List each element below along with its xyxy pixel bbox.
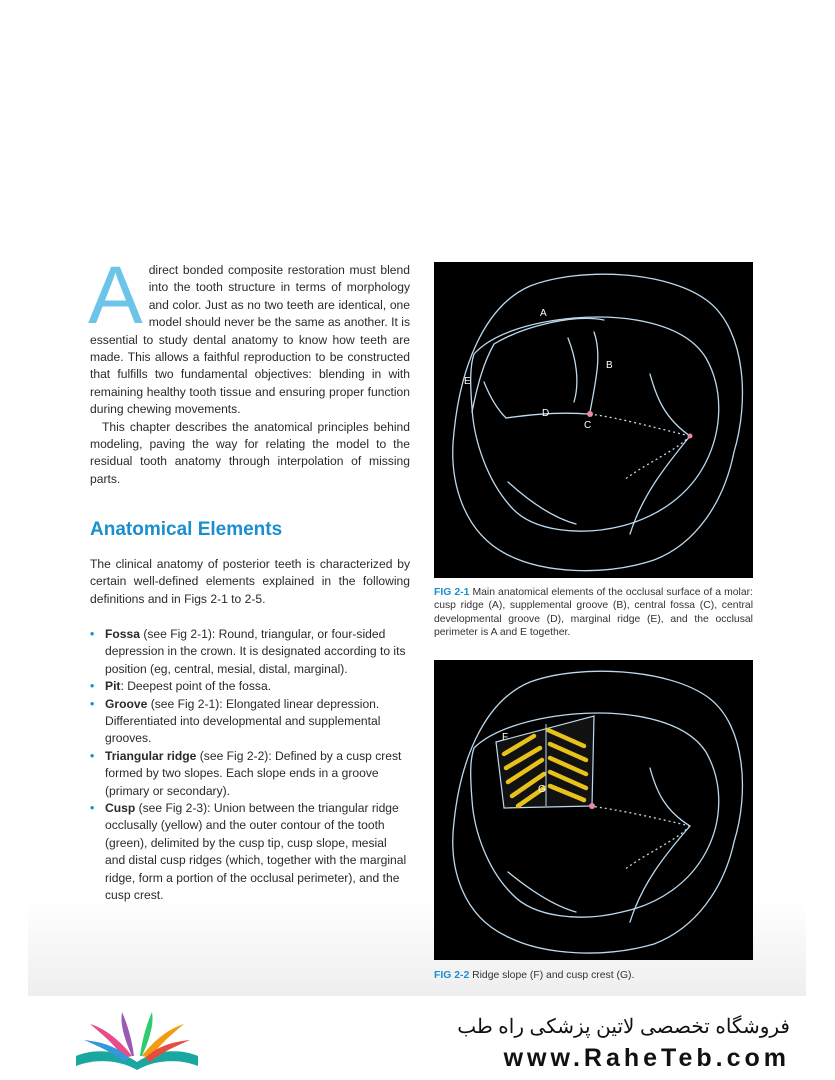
- label-b: B: [606, 360, 613, 371]
- definition-text: : Deepest point of the fossa.: [120, 679, 272, 694]
- bullet-icon: •: [90, 627, 95, 641]
- definition-item-fossa: [90, 626, 410, 678]
- definition-text: (see Fig 2-1): Round, triangular, or four-sided depression in the crown. It is designated according to its position (eg, central, mesial, distal, marginal).: [105, 627, 406, 676]
- supplemental-groove-b: [590, 332, 598, 412]
- ridge-slope-diagram: [434, 660, 753, 960]
- groove-lower: [630, 436, 690, 534]
- groove-right: [650, 374, 690, 436]
- definition-item-cusp: [90, 800, 410, 904]
- bullet-icon: •: [90, 696, 95, 711]
- definition-term: Triangular ridge: [105, 748, 197, 763]
- figure-2-2-caption: [434, 969, 753, 982]
- definition-text: (see Fig 2-2): Defined by a cusp crest formed by two slopes. Each slope ends in a groove (primary or secondary).: [105, 748, 402, 798]
- intro-paragraph-2: This chapter describes the anatomical principles behind modeling, paving the way for relating the model to the residual tooth anatomy through interpolation of missing parts.: [90, 419, 410, 486]
- definition-item-groove: [90, 696, 410, 748]
- dotted-groove-2: [624, 826, 690, 870]
- inner-perimeter: [471, 317, 719, 531]
- figure-2-1-caption: [434, 586, 753, 639]
- definition-item-pit: [90, 678, 410, 695]
- caption-number: FIG 2-1: [434, 587, 470, 598]
- label-c: C: [584, 420, 592, 431]
- definition-list: [90, 626, 410, 905]
- central-pit: [589, 803, 595, 809]
- bullet-icon: •: [90, 801, 95, 816]
- label-f: F: [502, 732, 509, 743]
- dotted-groove: [590, 414, 690, 436]
- open-book-logo: [72, 1006, 202, 1074]
- bullet-icon: •: [90, 748, 95, 763]
- definition-term: Fossa: [105, 627, 140, 641]
- figure-2-2-ridge-slope-diagram: [434, 660, 753, 960]
- caption-text: Main anatomical elements of the occlusal surface of a molar: cusp ridge (A), supplemental groove (B), central fossa (C), central developmental groove (D), marginal ridge (E), and the occlusal perimeter is A and E together.: [434, 587, 753, 638]
- section-heading: Anatomical Elements: [90, 519, 283, 540]
- central-pit: [587, 411, 593, 417]
- intro-text: [88, 250, 410, 488]
- dotted-groove-2: [624, 436, 690, 480]
- caption-text: Ridge slope (F) and cusp crest (G).: [472, 970, 635, 981]
- figure-2-1-molar-occlusal-diagram: [434, 262, 753, 578]
- groove-branch: [568, 338, 577, 402]
- shop-name: فروشگاه تخصصی لاتین پزشکی راه طب: [457, 1016, 790, 1038]
- section-lead: The clinical anatomy of posterior teeth is characterized by certain well-defined elements explained in the following definitions and in Figs 2-1 to 2-5.: [90, 557, 410, 606]
- label-g: G: [538, 784, 546, 795]
- book-rainbow-icon: [72, 1006, 202, 1074]
- molar-outline-diagram: [434, 262, 753, 578]
- groove-lower-left: [508, 872, 576, 912]
- marginal-ridge-e: [472, 344, 494, 412]
- groove-lower-left: [508, 482, 576, 524]
- definition-term: Cusp: [105, 801, 136, 816]
- groove-left: [484, 382, 506, 418]
- shop-url[interactable]: www.RaheTeb.com: [503, 1044, 790, 1072]
- label-e: E: [464, 376, 471, 387]
- definition-item-triangular-ridge: [90, 748, 410, 800]
- label-a: A: [540, 308, 547, 319]
- distal-pit: [688, 434, 693, 439]
- dotted-groove: [590, 806, 690, 826]
- definition-text: (see Fig 2-3): Union between the triangular ridge occlusally (yellow) and the outer contour of the tooth (green), delimited by the cusp tip, cusp slope, mesial and distal cusp ridges (which, together with the marginal ridge, form a portion of the occlusal perimeter), and the cusp crest.: [105, 801, 407, 903]
- label-d: D: [542, 408, 550, 419]
- drop-cap: A: [88, 250, 143, 341]
- groove-right: [650, 768, 690, 826]
- definition-term: Groove: [105, 696, 148, 711]
- caption-number: FIG 2-2: [434, 970, 470, 981]
- definition-text: (see Fig 2-1): Elongated linear depression. Differentiated into developmental and supplemental grooves.: [105, 696, 381, 746]
- definition-term: Pit: [105, 679, 121, 694]
- bullet-icon: •: [90, 679, 95, 694]
- intro-paragraph-1: direct bonded composite restoration must blend into the tooth structure in terms of morphology and color. Just as no two teeth are identical, one model should never be the same as another. It is essential to study dental anatomy to know how teeth are made. This allows a faithful reproduction to be constructed that fulfills two fundamental objectives: blending in with remaining healthy tooth tissue and ensuring proper function during chewing movements.: [90, 263, 410, 417]
